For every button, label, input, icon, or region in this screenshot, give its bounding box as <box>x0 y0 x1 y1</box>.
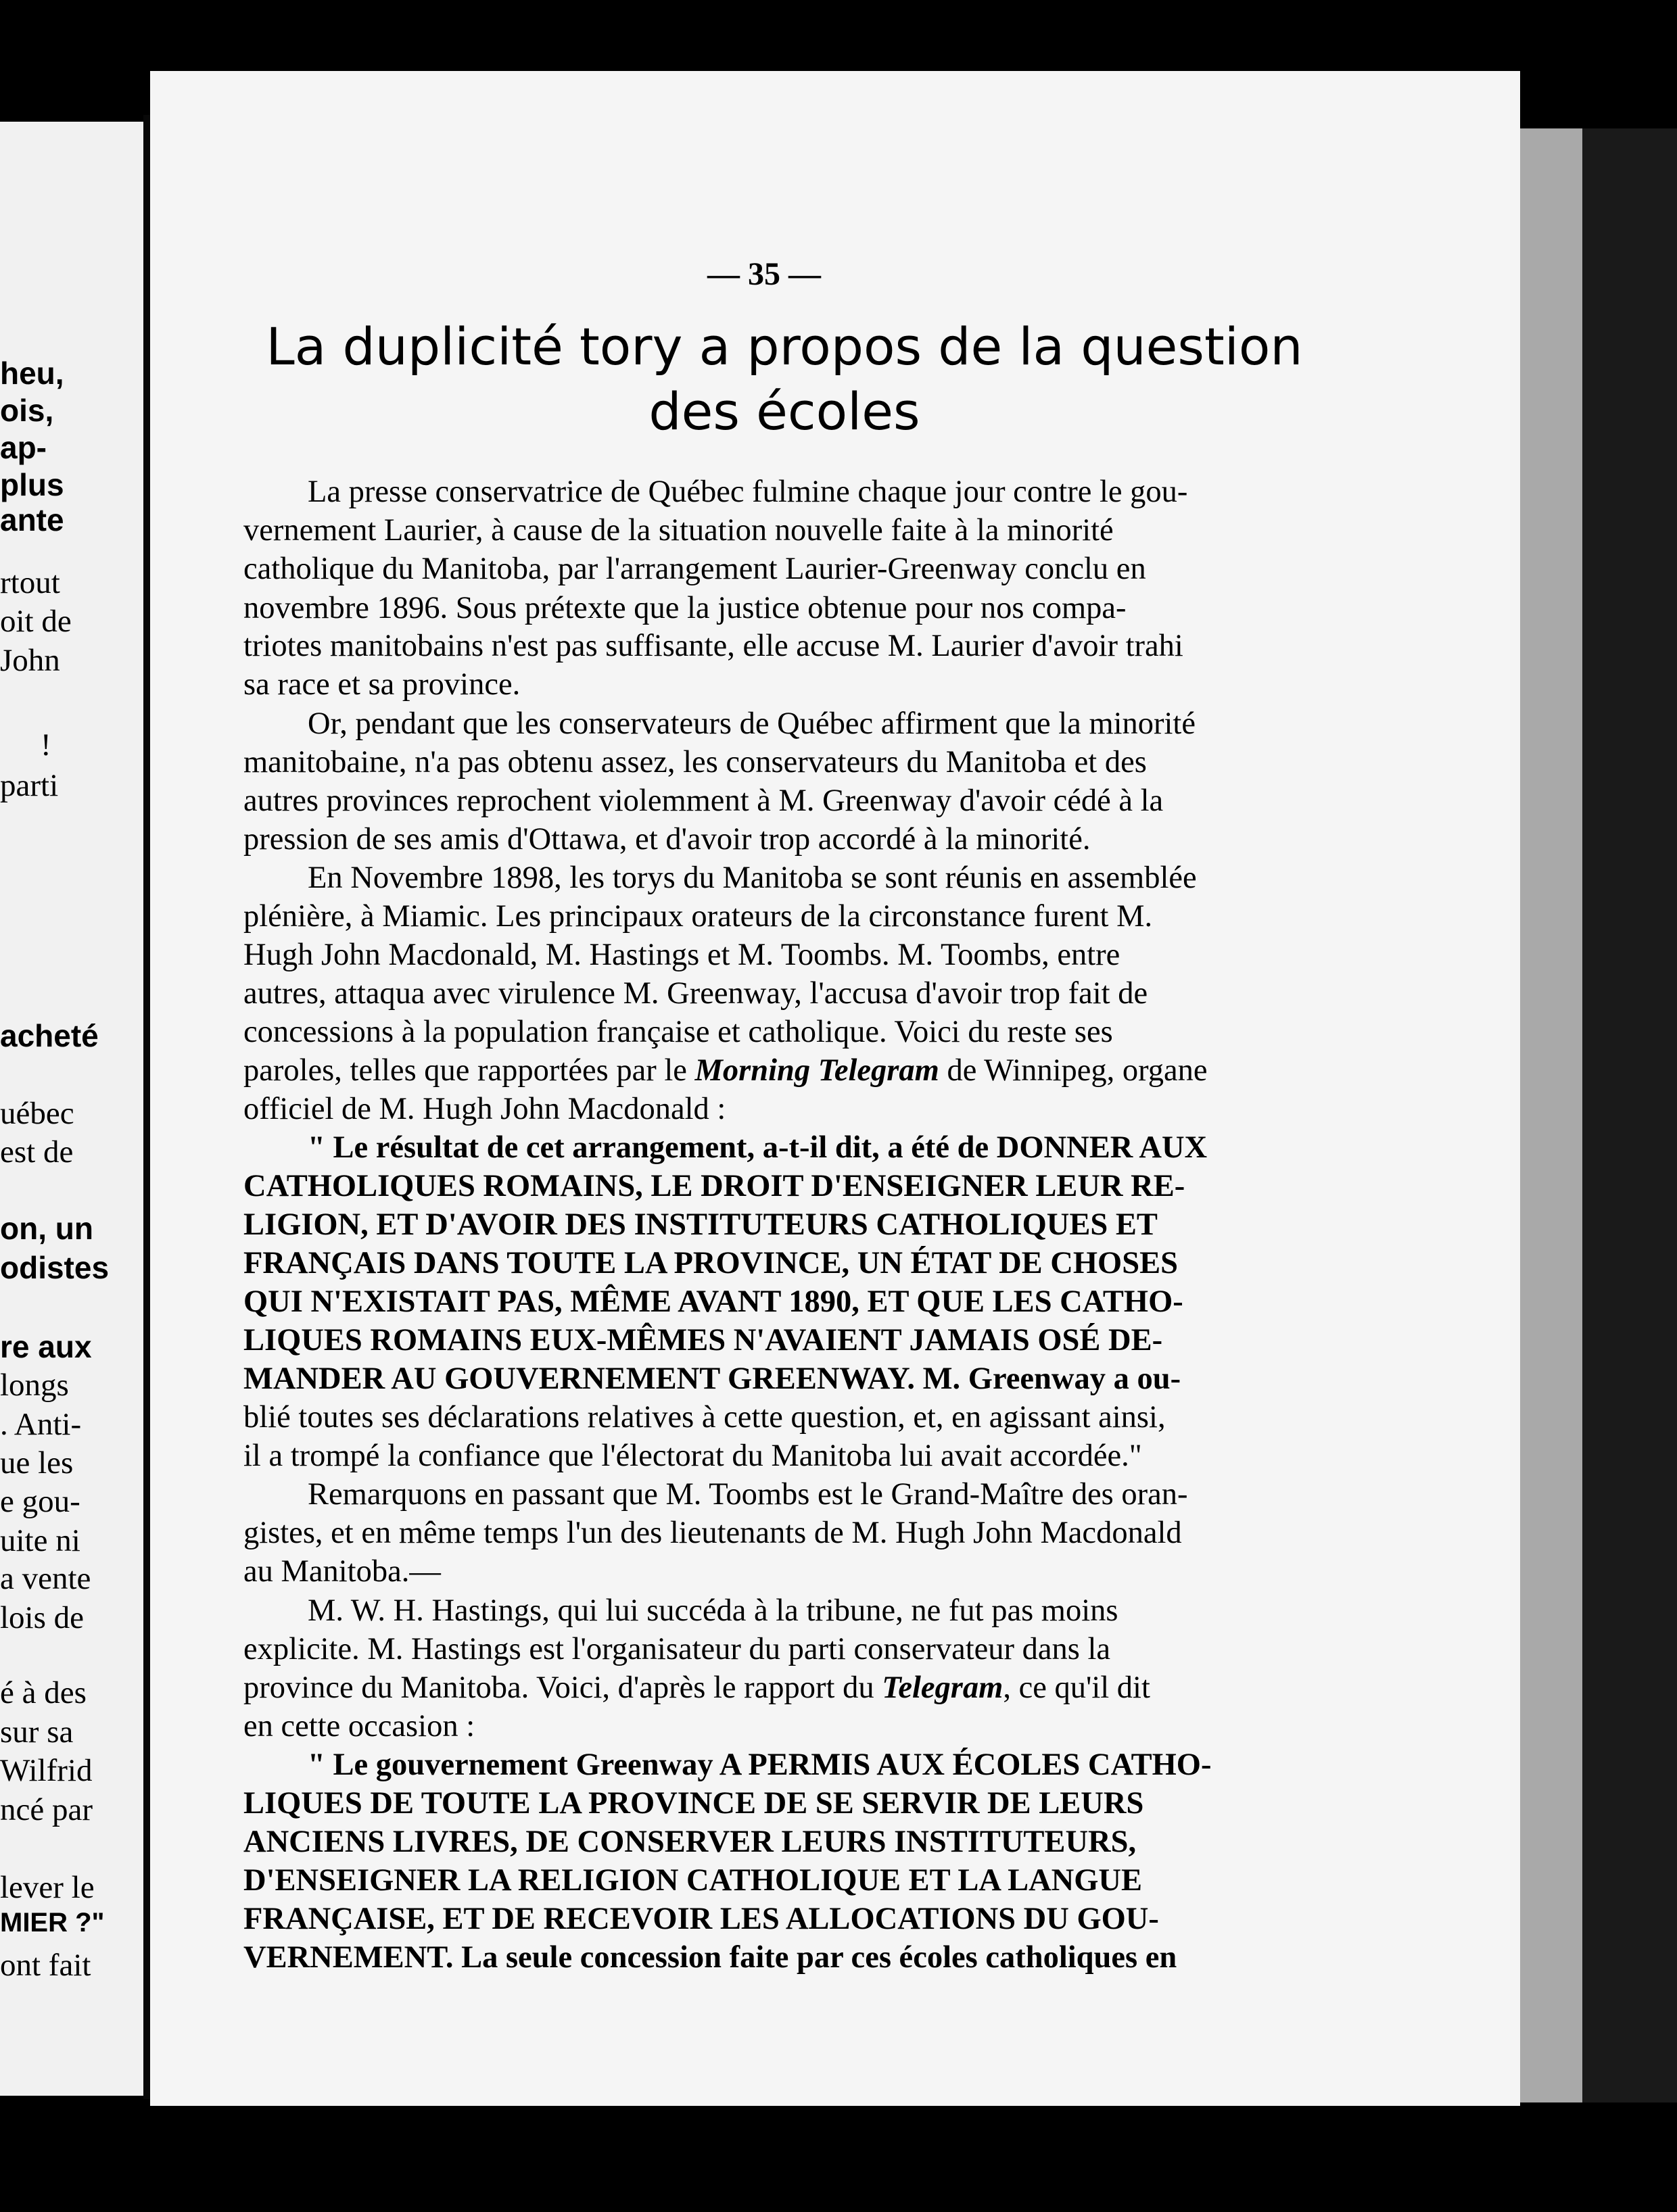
left-text-line: ue les <box>0 1445 74 1481</box>
text-line: officiel de M. Hugh John Macdonald : <box>243 1092 726 1126</box>
left-text-line: oit de <box>0 604 72 639</box>
left-text-line: MIER ?" <box>0 1908 105 1938</box>
text-line: Hugh John Macdonald, M. Hastings et M. Toombs. M. Toombs, entre <box>243 938 1120 972</box>
text-line: La presse conservatrice de Québec fulmine chaque jour contre le gou- <box>308 475 1188 509</box>
title-line: des écoles <box>648 381 920 441</box>
left-text-line: on, un <box>0 1211 93 1246</box>
text-line: concessions à la population française et catholique. Voici du reste ses <box>243 1015 1113 1049</box>
left-text-line: odistes <box>0 1250 110 1285</box>
page-gutter <box>143 115 150 2099</box>
left-text-line: ! <box>41 727 51 763</box>
text-line: triotes manitobains n'est pas suffisante, elle accuse M. Laurier d'avoir trahi <box>243 629 1183 663</box>
left-text-line: a vente <box>0 1561 91 1596</box>
left-text-line: ois, <box>0 393 54 428</box>
left-text-line: ante <box>0 502 64 537</box>
left-text-line: re aux <box>0 1329 92 1364</box>
text-line: sa race et sa province. <box>243 667 521 702</box>
left-text-line: sur sa <box>0 1714 74 1750</box>
quote-line: il a trompé la confiance que l'électorat du Manitoba lui avait accordée." <box>243 1439 1142 1473</box>
quote-line: LIQUES DE TOUTE LA PROVINCE DE SE SERVIR DE LEURS <box>243 1786 1144 1821</box>
left-text-line: Wilfrid <box>0 1753 93 1788</box>
quote-line: LIGION, ET D'AVOIR DES INSTITUTEURS CATHOLIQUES ET <box>243 1207 1158 1242</box>
left-text-line: lever le <box>0 1870 95 1905</box>
left-text-line: plus <box>0 467 64 502</box>
newspaper-title: Morning Telegram <box>694 1053 939 1088</box>
text-line: au Manitoba.— <box>243 1554 441 1589</box>
text-run: de Winnipeg, organe <box>939 1053 1208 1088</box>
left-text-line: e gou- <box>0 1484 80 1519</box>
quote-line: QUI N'EXISTAIT PAS, MÊME AVANT 1890, ET QUE LES CATHO- <box>243 1284 1183 1319</box>
text-line: plénière, à Miamic. Les principaux orateurs de la circonstance furent M. <box>243 899 1153 934</box>
text-line <box>243 1052 1208 1090</box>
quote-line: MANDER AU GOUVERNEMENT GREENWAY. M. Greenway a ou- <box>243 1362 1181 1396</box>
text-run: , ce qu'il dit <box>1003 1670 1150 1705</box>
left-text-line: acheté <box>0 1018 99 1053</box>
left-text-line: est de <box>0 1134 74 1170</box>
quote-line: " Le résultat de cet arrangement, a-t-il dit, a été de DONNER AUX <box>308 1130 1208 1165</box>
text-line: en cette occasion : <box>243 1709 475 1744</box>
quote-line: FRANÇAISE, ET DE RECEVOIR LES ALLOCATIONS DU GOU- <box>243 1902 1159 1936</box>
left-text-line: longs <box>0 1368 69 1403</box>
left-text-line: uite ni <box>0 1523 80 1558</box>
quote-line: VERNEMENT. La seule concession faite par ces écoles catholiques en <box>243 1940 1177 1975</box>
adjacent-page-fragment <box>0 122 143 2096</box>
text-line: manitobaine, n'a pas obtenu assez, les conservateurs du Manitoba et des <box>243 745 1147 779</box>
title-line: La duplicité tory a propos de la question <box>266 316 1303 377</box>
scan-border <box>1582 128 1677 2102</box>
text-run: paroles, telles que rapportées par le <box>243 1053 695 1088</box>
quote-line: ANCIENS LIVRES, DE CONSERVER LEURS INSTITUTEURS, <box>243 1825 1137 1859</box>
page-title <box>257 314 1312 444</box>
text-line: Or, pendant que les conservateurs de Québec affirment que la minorité <box>308 706 1196 741</box>
left-text-line: ncé par <box>0 1792 93 1827</box>
newspaper-title: Telegram <box>882 1670 1003 1705</box>
text-line: novembre 1896. Sous prétexte que la justice obtenue pour nos compa- <box>243 591 1127 625</box>
left-text-line: parti <box>0 768 59 803</box>
text-line: autres, attaqua avec virulence M. Greenway, l'accusa d'avoir trop fait de <box>243 976 1148 1011</box>
text-line: explicite. M. Hastings est l'organisateur du parti conservateur dans la <box>243 1632 1111 1666</box>
text-line: autres provinces reprochent violemment à M. Greenway d'avoir cédé à la <box>243 784 1164 818</box>
quote-line: " Le gouvernement Greenway A PERMIS AUX ÉCOLES CATHO- <box>308 1748 1212 1782</box>
left-text-line: uébec <box>0 1096 74 1131</box>
text-line: Remarquons en passant que M. Toombs est le Grand-Maître des oran- <box>308 1477 1188 1512</box>
quote-line: FRANÇAIS DANS TOUTE LA PROVINCE, UN ÉTAT DE CHOSES <box>243 1246 1178 1280</box>
text-line: gistes, et en même temps l'un des lieutenants de M. Hugh John Macdonald <box>243 1516 1182 1550</box>
left-text-line: heu, <box>0 356 64 391</box>
left-text-line: . Anti- <box>0 1407 82 1442</box>
text-line: catholique du Manitoba, par l'arrangement Laurier-Greenway conclu en <box>243 552 1146 586</box>
text-line: pression de ses amis d'Ottawa, et d'avoir trop accordé à la minorité. <box>243 822 1091 857</box>
text-line <box>243 1669 1150 1707</box>
text-line: M. W. H. Hastings, qui lui succéda à la tribune, ne fut pas moins <box>308 1593 1118 1628</box>
left-text-line: ap- <box>0 430 47 465</box>
quote-line: blié toutes ses déclarations relatives à cette question, et, en agissant ainsi, <box>243 1400 1166 1435</box>
text-line: En Novembre 1898, les torys du Manitoba se sont réunis en assemblée <box>308 861 1197 895</box>
page-number: — 35 — <box>707 256 821 292</box>
left-text-line: ont fait <box>0 1948 91 1983</box>
left-text-line: John <box>0 643 60 678</box>
left-text-line: lois de <box>0 1600 85 1635</box>
quote-line: CATHOLIQUES ROMAINS, LE DROIT D'ENSEIGNER LEUR RE- <box>243 1169 1185 1203</box>
left-text-line: rtout <box>0 565 60 600</box>
text-line: vernement Laurier, à cause de la situation nouvelle faite à la minorité <box>243 513 1114 548</box>
text-run: province du Manitoba. Voici, d'après le rapport du <box>243 1670 882 1705</box>
quote-line: D'ENSEIGNER LA RELIGION CATHOLIQUE ET LA LANGUE <box>243 1863 1143 1898</box>
left-text-line: é à des <box>0 1675 87 1710</box>
quote-line: LIQUES ROMAINS EUX-MÊMES N'AVAIENT JAMAIS OSÉ DE- <box>243 1323 1163 1357</box>
